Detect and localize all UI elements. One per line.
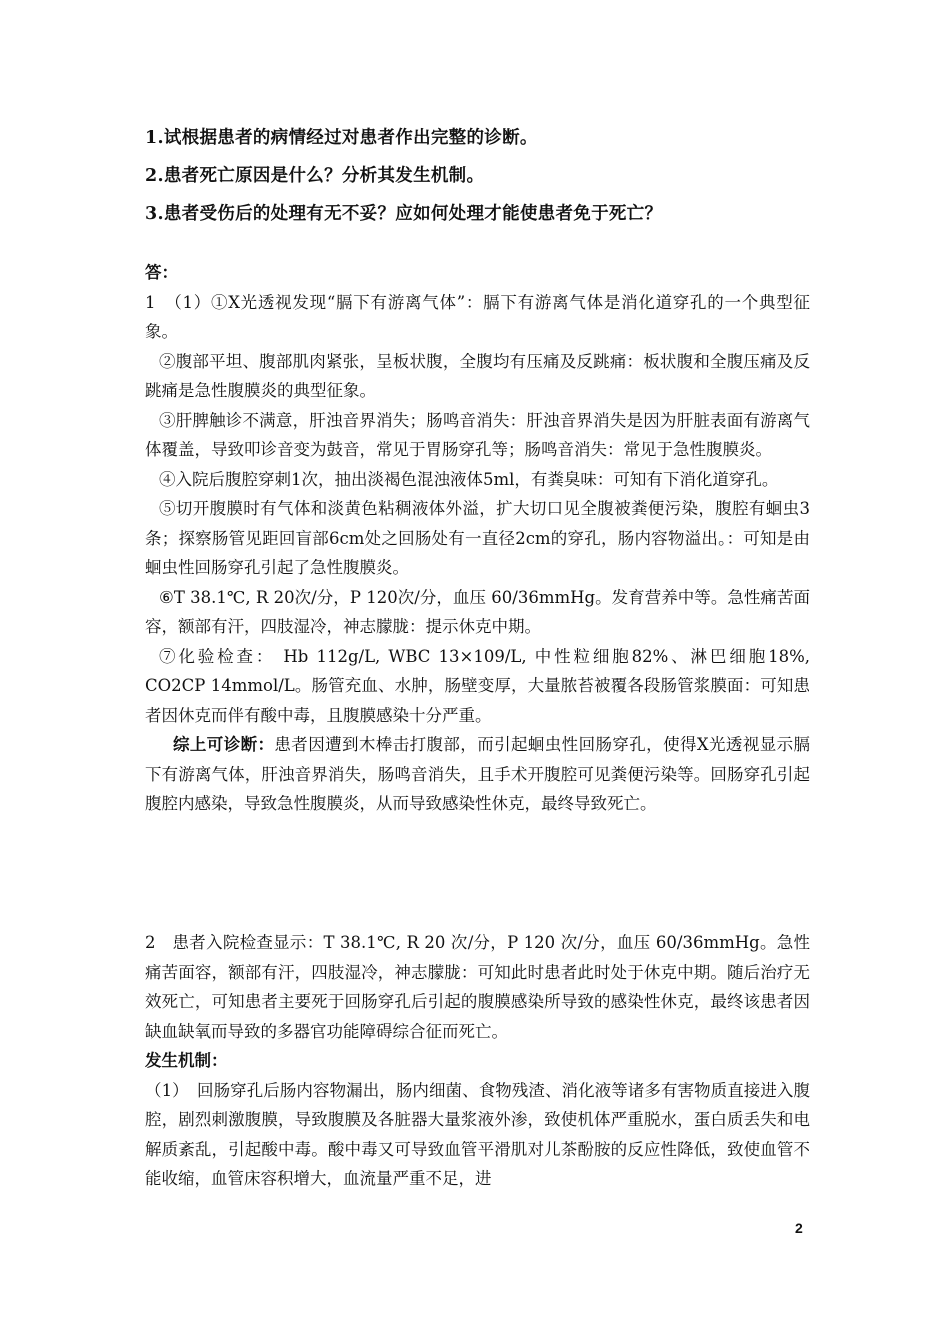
answer1-point-4: ④入院后腹腔穿刺1次，抽出淡褐色混浊液体5ml，有粪臭味：可知有下消化道穿孔。 [159,469,779,489]
answer-section-1 [145,258,810,819]
answer1-point-7: ⑦化验检查： Hb 112g/L, WBC 13×109/L, 中性粒细胞82%、淋巴细胞18%, CO2CP 14mmol/L。肠管充血、水肿，肠壁变厚，大量脓苔被覆各段肠管浆膜面：可知患者因休克而伴有酸中毒，且腹膜感染十分严重。 [145,646,810,725]
mechanism-paragraph-1: （1） 回肠穿孔后肠内容物漏出，肠内细菌、食物残渣、消化液等诸多有害物质直接进入腹腔，剧烈刺激腹膜，导致腹膜及各脏器大量浆液外渗，致使机体严重脱水，蛋白质丢失和电解质紊乱，引起酸中毒。酸中毒又可导致血管平滑肌对儿茶酚胺的反应性降低，致使血管不能收缩，血管床容积增大，血流量严重不足，进 [145,1080,810,1188]
mechanism-heading: 发生机制： [145,1051,228,1070]
answer1-point-2: ②腹部平坦、腹部肌肉紧张，呈板状腹，全腹均有压痛及反跳痛：板状腹和全腹压痛及反跳痛是急性腹膜炎的典型征象。 [145,351,810,400]
answer-section-2 [145,928,810,1194]
summary-label: 综上可诊断： [173,735,275,754]
summary-text: 患者因遭到木棒击打腹部，而引起蛔虫性回肠穿孔，使得X光透视显示膈下有游离气体，肝浊音界消失，肠鸣音消失，且手术开腹腔可见粪便污染等。回肠穿孔引起腹腔内感染，导致急性腹膜炎，从而导致感染性休克，最终导致死亡。 [145,735,811,813]
answer1-point-1: 1 （1）①X光透视发现“膈下有游离气体”：膈下有游离气体是消化道穿孔的一个典型征象。 [145,292,810,341]
page-number: 2 [795,1220,803,1236]
answer1-point-6: ⑥T 38.1℃, R 20次/分，P 120次/分，血压 60/36mmHg。发育营养中等。急性痛苦面容，额部有汗，四肢湿冷，神志朦胧：提示休克中期。 [145,587,810,636]
answer1-point-3: ③肝脾触诊不满意，肝浊音界消失；肠鸣音消失：肝浊音界消失是因为肝脏表面有游离气体覆盖，导致叩诊音变为鼓音，常见于胃肠穿孔等；肠鸣音消失：常见于急性腹膜炎。 [145,410,810,459]
question-3: 3.患者受伤后的处理有无不妥？应如何处理才能使患者免于死亡？ [145,204,663,224]
answer1-summary [145,730,810,819]
answer-heading: 答： [145,263,178,282]
question-1: 1.试根据患者的病情经过对患者作出完整的诊断。 [145,128,538,148]
answer2-paragraph: 2 患者入院检查显示：T 38.1℃, R 20 次/分，P 120 次/分，血压 60/36mmHg。急性痛苦面容，额部有汗，四肢湿冷，神志朦胧：可知此时患者此时处于休克中期。随后治疗无效死亡，可知患者主要死于回肠穿孔后引起的腹膜感染所导致的感染性休克，最终该患者因缺血缺氧而导致的多器官功能障碍综合征而死亡。 [145,933,810,1041]
question-2: 2.患者死亡原因是什么？分析其发生机制。 [145,166,485,186]
answer1-point-5: ⑤切开腹膜时有气体和淡黄色粘稠液体外溢，扩大切口见全腹被粪便污染，腹腔有蛔虫3条；探察肠管见距回盲部6cm处之回肠处有一直径2cm的穿孔，肠内容物溢出。：可知是由蛔虫性回肠穿孔引起了急性腹膜炎。 [145,499,810,577]
